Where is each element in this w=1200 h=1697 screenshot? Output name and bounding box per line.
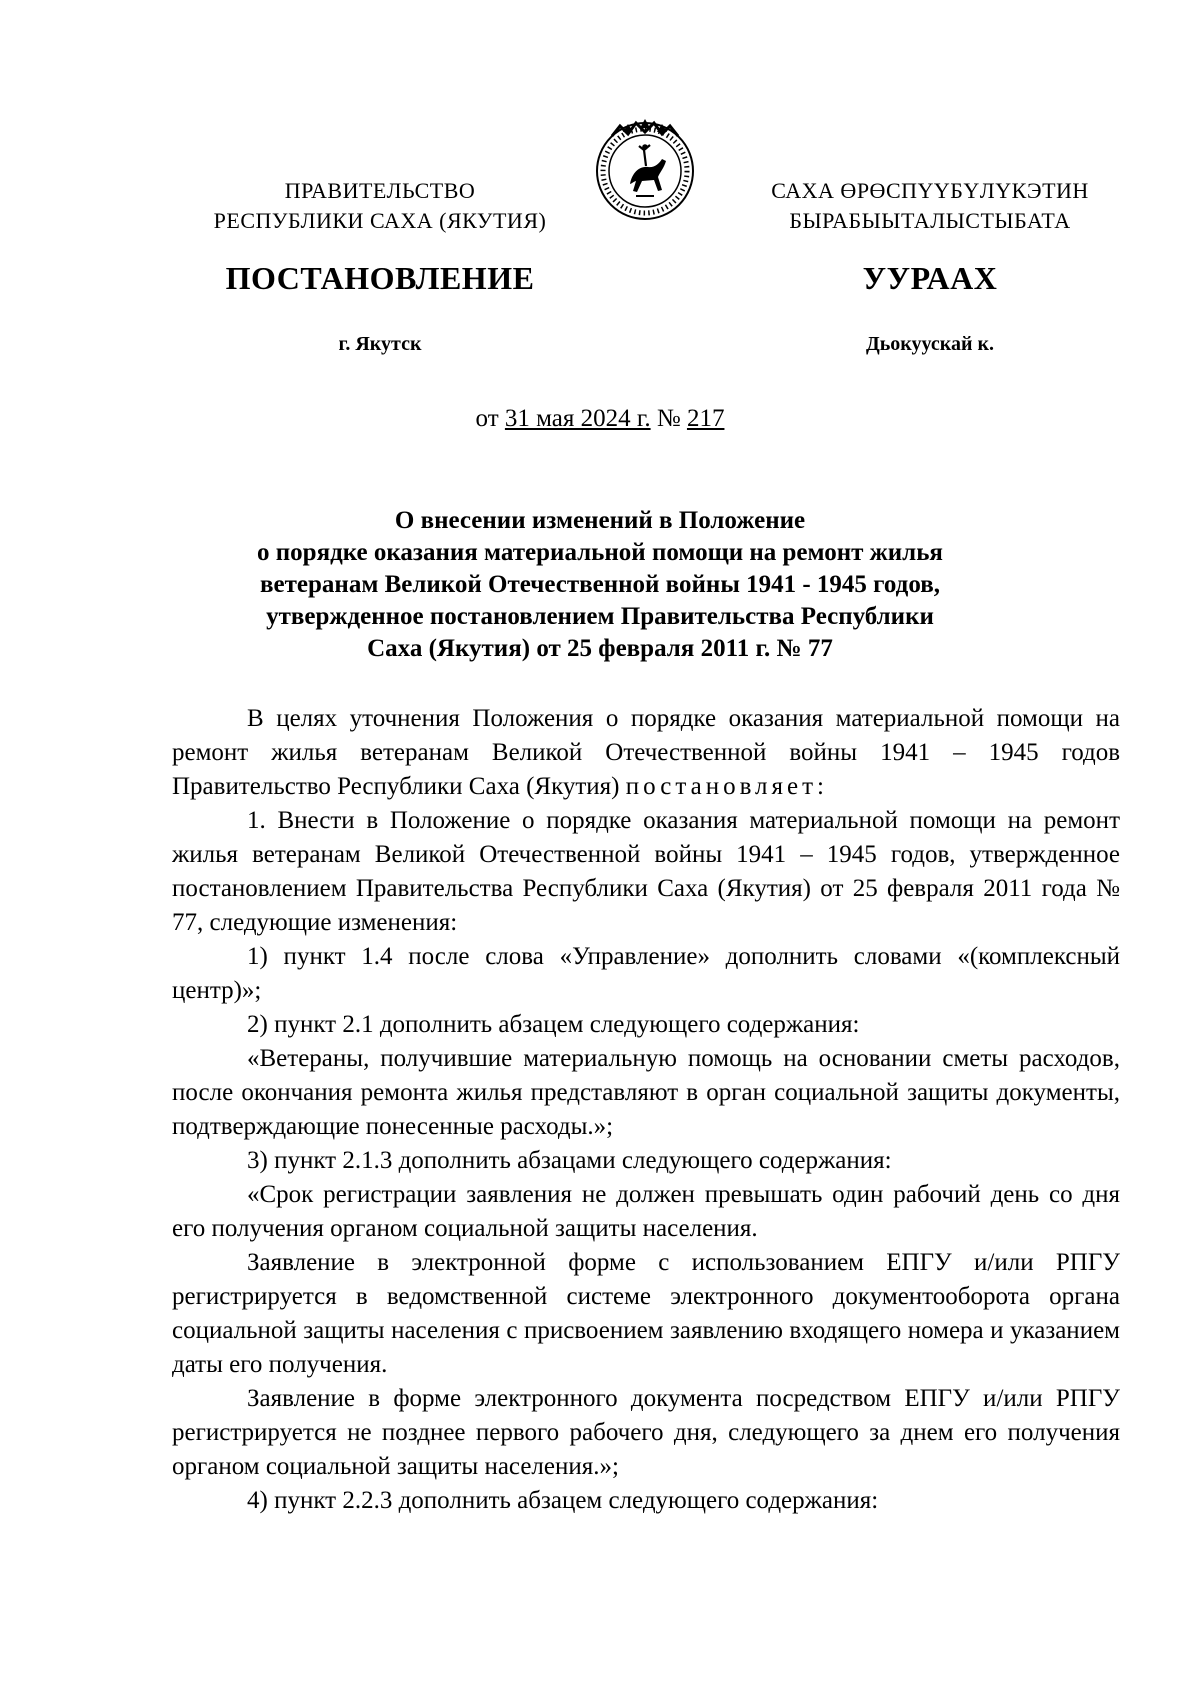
doctype-right: УУРААХ: [862, 260, 998, 296]
date-number-line: [0, 402, 1200, 436]
org-right-line-1: САХА ӨРӨСПҮҮБҮЛҮКЭТИН: [771, 178, 1089, 203]
body-paragraph: 4) пункт 2.2.3 дополнить абзацем следующего содержания:: [247, 1487, 879, 1514]
body-paragraph: «Ветераны, получившие материальную помощь на основании сметы расходов, после окончания ремонта жилья представляют в орган социальной защиты документы, подтверждающие понесенные расходы.»;: [172, 1045, 1120, 1140]
body-paragraph: 3) пункт 2.1.3 дополнить абзацами следующего содержания:: [247, 1147, 892, 1174]
title-line-4: утвержденное постановлением Правительства Республики: [266, 603, 934, 630]
body-paragraph: «Срок регистрации заявления не должен превышать один рабочий день со дня его получения органом социальной защиты населения.: [172, 1181, 1120, 1242]
document-body: [172, 702, 1120, 1518]
org-left-line-1: ПРАВИТЕЛЬСТВО: [284, 178, 476, 203]
body-paragraph: Заявление в электронной форме с использованием ЕПГУ и/или РПГУ регистрируется в ведомственной системе электронного документооборота органа социальной защиты населения с присвоением заявлению входящего номера и указанием даты его получения.: [172, 1249, 1120, 1378]
title-line-5: Саха (Якутия) от 25 февраля 2011 г. № 77: [367, 635, 833, 662]
city-right: Дьокуускай к.: [865, 333, 995, 355]
body-intro-paragraph: [172, 702, 1120, 804]
header-org-left: [170, 176, 590, 236]
body-intro-spaced: постановляет:: [625, 773, 828, 800]
number-sign: №: [656, 405, 681, 432]
org-right-line-2: БЫРАБЫЫТАЛЫСТЫБАТА: [789, 208, 1071, 233]
sakha-republic-coat-of-arms-icon: [590, 114, 700, 224]
city-left: г. Якутск: [338, 333, 422, 355]
org-left-line-2: РЕСПУБЛИКИ САХА (ЯКУТИЯ): [213, 208, 547, 233]
document-title: [200, 505, 1000, 665]
date-prefix: от: [475, 405, 499, 432]
title-line-3: ветеранам Великой Отечественной войны 1941 - 1945 годов,: [260, 571, 940, 598]
body-paragraph: 2) пункт 2.1 дополнить абзацем следующего содержания:: [247, 1011, 860, 1038]
document-number: 217: [686, 405, 725, 432]
title-line-1: О внесении изменений в Положение: [394, 507, 806, 534]
body-intro-text: В целях уточнения Положения о порядке оказания материальной помощи на ремонт жилья ветеранам Великой Отечественной войны 1941 – 1945 годов Правительство Республики Саха (Якутия): [172, 705, 1120, 800]
header-org-right: [720, 176, 1140, 236]
body-paragraph: Заявление в форме электронного документа посредством ЕПГУ и/или РПГУ регистрируется не позднее первого рабочего дня, следующего за днем его получения органом социальной защиты населения.»;: [172, 1385, 1120, 1480]
doctype-left: ПОСТАНОВЛЕНИЕ: [225, 260, 535, 296]
document-date: 31 мая 2024 г.: [504, 405, 651, 432]
title-line-2: о порядке оказания материальной помощи на ремонт жилья: [257, 539, 943, 566]
body-paragraph: 1. Внести в Положение о порядке оказания материальной помощи на ремонт жилья ветеранам Великой Отечественной войны 1941 – 1945 годов, утвержденное постановлением Правительства Республики Саха (Якутия) от 25 февраля 2011 года № 77, следующие изменения:: [172, 807, 1120, 936]
body-paragraph: 1) пункт 1.4 после слова «Управление» дополнить словами «(комплексный центр)»;: [172, 943, 1120, 1004]
